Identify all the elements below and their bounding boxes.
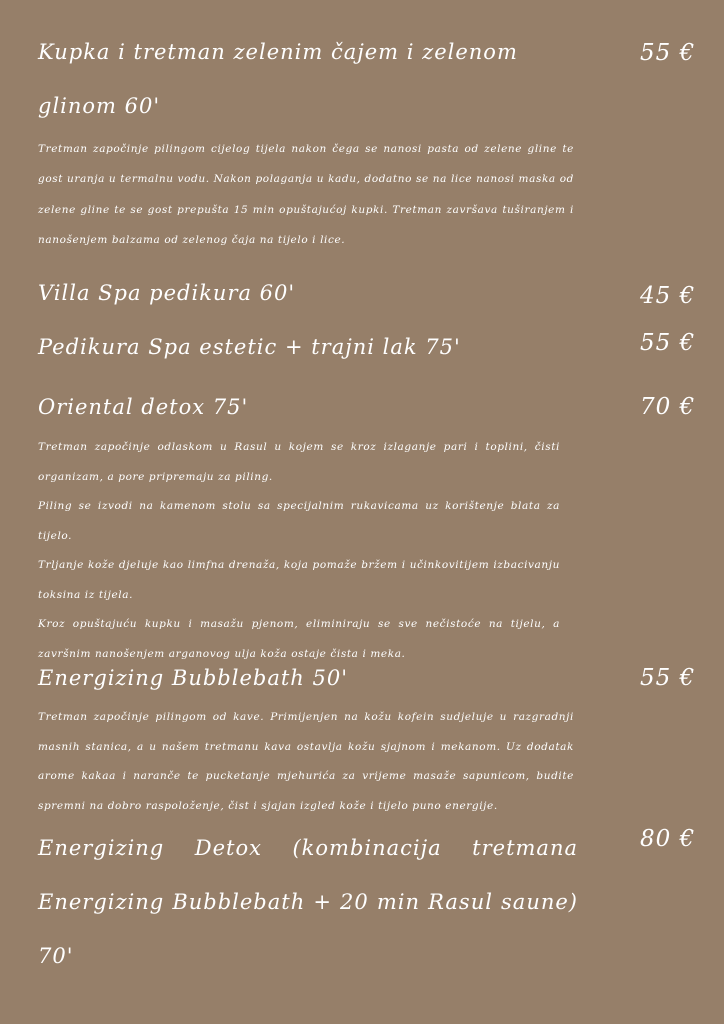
treatment-price-oriental-detox: 70 €	[640, 394, 696, 420]
description-paragraph: Trljanje kože djeluje kao limfna drenaža, koja pomaže bržem i učinkovitijem izbacivanju toksina iz tijela.	[38, 559, 560, 601]
treatment-description-oriental-detox	[38, 433, 560, 669]
treatment-title-villa-spa-pedicure: Villa Spa pedikura 60'	[38, 281, 296, 305]
description-paragraph: Tretman započinje odlaskom u Rasul u kojem se kroz izlaganje pari i toplini, čisti organizam, a pore pripremaju za piling.	[38, 441, 560, 483]
treatment-description-green-tea-bath	[38, 134, 574, 255]
treatment-price-energizing-bubblebath: 55 €	[640, 665, 696, 691]
treatment-price-pedicure-spa-estetic: 55 €	[640, 330, 696, 356]
description-paragraph: Piling se izvodi na kamenom stolu sa specijalnim rukavicama uz korištenje blata za tijelo.	[38, 500, 560, 542]
treatment-title-green-tea-bath: Kupka i tretman zelenim čajem i zelenom glinom 60'	[38, 40, 518, 118]
treatment-title-energizing-bubblebath: Energizing Bubblebath 50'	[38, 666, 348, 690]
description-paragraph: Tretman započinje pilingom od kave. Primijenjen na kožu kofein sudjeluje u razgradnji masnih stanica, a u našem tretmanu kava ostavlja kožu sjajnom i mekanom. Uz dodatak arome kakaa i naranče te pucketanje mjehurića za vrijeme masaže sapunicom, budite spremni na dobro raspoloženje, čist i sjajan izgled kože i tijelo puno energije.	[38, 711, 574, 812]
description-paragraph: Kroz opuštajuću kupku i masažu pjenom, eliminiraju se sve nečistoće na tijelu, a završnim nanošenjem arganovog ulja koža ostaje čista i meka.	[38, 618, 560, 660]
treatment-title-energizing-detox: Energizing Detox (kombinacija tretmana Energizing Bubblebath + 20 min Rasul saune) 70'	[38, 836, 578, 968]
description-paragraph: Tretman započinje pilingom cijelog tijela nakon čega se nanosi pasta od zelene gline te gost uranja u termalnu vodu. Nakon polaganja u kadu, dodatno se na lice nanosi maska od zelene gline te se gost prepušta 15 min opuštajućoj kupki. Tretman završava tuširanjem i nanošenjem balzama od zelenog čaja na tijelo i lice.	[38, 143, 574, 246]
treatment-description-energizing-bubblebath	[38, 703, 574, 821]
treatment-title-pedicure-spa-estetic: Pedikura Spa estetic + trajni lak 75'	[38, 335, 461, 359]
treatment-price-energizing-detox: 80 €	[640, 826, 696, 852]
treatment-price-villa-spa-pedicure: 45 €	[640, 283, 696, 309]
treatment-price-green-tea-bath: 55 €	[640, 40, 696, 66]
treatment-title-oriental-detox: Oriental detox 75'	[38, 395, 249, 419]
